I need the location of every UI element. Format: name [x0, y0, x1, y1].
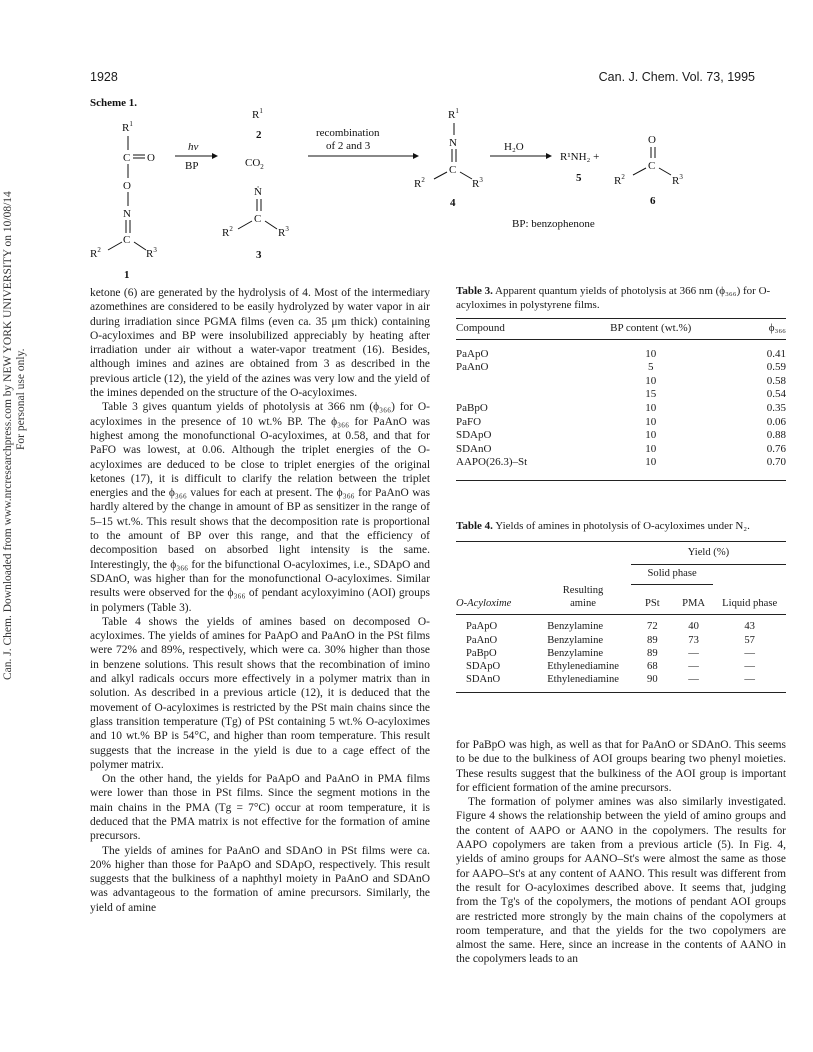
left-paragraph-5: The yields of amines for PaAnO and SDAnO in PSt films were ca. 20% higher than those for PaApO and SDApO, respectively. This result suggests that the bulkiness of a naphthyl moiety in PaAnO and SDAnO was advantageous to the formation of amine precursors. Similarly, the yield of amine: [90, 844, 430, 914]
table-row: [456, 660, 786, 673]
label-3: 3: [256, 249, 262, 261]
table-4-solid-phase: Solid phase: [631, 564, 713, 584]
download-notice-line2: For personal use only.: [15, 348, 27, 450]
table-row: [456, 361, 786, 375]
left-paragraph-2: Table 3 gives quantum yields of photolysis at 366 nm (ϕ₃₆₆) for O-acyloximes in the presence of 10 wt.% BP. The ϕ₃₆₆ for PaAnO was highest among the monofunctional O-acyloximes, at 0.58, and that for PaFO was lowest, at 0.06. Although the triplet energies of the O-acyloximes are deduced to be close to triplet energies of the original ketones (17), it is difficult to clarify the relation between the triplet energies and the ϕ₃₆₆ values for each at present. The ϕ₃₆₆ for PaAnO was hardly altered by the change in amount of BP as sensitizer in the range of 5–15 wt.%. This result shows that the decomposition rate is proportional to the amount of BP over this range, and that the efficiency of decomposition based on absorbed light intensity is the same. Interestingly, the ϕ₃₆₆ for the bifunctional O-acyloximes, i.e., SDApO and SDAnO, was higher than for the monofunctional O-acyloximes. Similar results were observed for the ϕ₃₆₆ of pendant acyloxyimino (AOI) groups in polymers (Table 3).: [90, 401, 430, 614]
svg-text:R3: $R^3$: [278, 225, 289, 239]
hv-label: hν: [188, 141, 199, 153]
left-paragraph-4: On the other hand, the yields for PaApO and PaAnO in PMA films were lower than those in PSt films. Since the segment motions in the main chains in the PMA (Tg = 7°C) occur at room temperature, it is deduced that the PMA matrix is not effective for the formation of amine precursors.: [90, 773, 430, 843]
svg-text:O: O: [147, 152, 155, 164]
right-paragraph-1: for PaBpO was high, as well as that for PaAnO or SDAnO. This seems to be due to the bulkiness of AOI groups bearing two phenyl moieties. These results suggest that the bulkiness of the AOI group is important for efficient formation of the amine precursors.: [456, 739, 786, 794]
table-cell: Benzylamine: [547, 634, 604, 646]
table-cell: —: [688, 674, 699, 686]
table-4: [456, 519, 786, 693]
svg-text:N: N: [123, 208, 131, 220]
svg-text:R1: $R^1$: [122, 120, 133, 134]
table-cell: [456, 388, 588, 402]
table-4-caption: [456, 519, 786, 533]
svg-text:R2: $R^2$: [614, 173, 625, 187]
table-4-resulting: Resulting: [562, 585, 604, 596]
table-4-col-pma: PMA: [682, 598, 706, 610]
table-3-caption: [456, 284, 786, 312]
table-cell: PaApO: [466, 621, 498, 633]
table-row: [456, 416, 786, 430]
table-4-yield-header: Yield (%): [631, 542, 786, 564]
table-cell: 43: [744, 621, 755, 633]
table-4-col-amine: amine: [570, 598, 596, 610]
table-cell: SDAnO: [456, 442, 492, 455]
table-row: [456, 429, 786, 443]
table-cell: 0.06: [766, 415, 786, 428]
svg-text:C: C: [123, 234, 131, 246]
table-cell: Benzylamine: [547, 647, 604, 659]
table-cell: 5: [647, 361, 654, 374]
recombination-label-2: of 2 and 3: [326, 140, 371, 152]
label-2: 2: [256, 129, 262, 141]
table-cell: 0.88: [766, 429, 786, 442]
table-3-header: [456, 322, 786, 336]
table-cell: Ethylenediamine: [547, 661, 619, 673]
table-row: [456, 402, 786, 416]
table-cell: PaAnO: [456, 361, 489, 374]
table-cell: PaBpO: [466, 647, 497, 659]
label-1: 1: [124, 269, 130, 281]
label-6: 6: [650, 195, 656, 207]
table-cell: PaApO: [456, 347, 489, 360]
table-4-col-liquid: Liquid phase: [722, 598, 778, 610]
table-cell: 0.58: [766, 374, 786, 387]
table-row: [456, 348, 786, 362]
right-paragraph-2: The formation of polymer amines was also similarly investigated. Figure 4 shows the relationship between the yield of amino groups and the content of AAPO or AANO in the copolymers. The results for AAPO copolymers are taken from a previous article (5). In Fig. 4, yields of amino groups for AANO–St's were almost the same as those for AAPO–St's at any content of AANO. This result was different from the result for O-acyloximes described above. It seems that, judging from the Tg's of the copolymers, the motions of pendant AOI groups are restricted more strongly by the main chains of the copolymers at room temperature, and that the yields for the two copolymers are almost the same. Here, since an increase in the contents of AANO in the copolymers leads to an: [456, 796, 786, 966]
svg-text:C: C: [123, 152, 131, 164]
table-cell: Ethylenediamine: [547, 674, 619, 686]
table-cell: 40: [688, 621, 699, 633]
svg-text:R3: $R^3$: [672, 173, 683, 187]
running-head: Can. J. Chem. Vol. 73, 1995: [598, 70, 755, 84]
label-5: 5: [576, 172, 582, 184]
compound-6: [614, 134, 683, 207]
table-cell: 10: [645, 401, 657, 414]
table-cell: 0.59: [766, 361, 786, 374]
table-3-col-compound: Compound: [456, 322, 505, 334]
compound-4: [414, 107, 483, 209]
compound-3: [222, 186, 289, 261]
table-cell: 10: [645, 374, 657, 387]
table-4-col-acyloxime: O-Acyloxime: [456, 598, 512, 610]
table-cell: AAPO(26.3)–St: [456, 456, 528, 469]
svg-text:R3: $R^3$: [146, 246, 157, 260]
table-3-col-phi: ϕ₃₆₆: [768, 322, 786, 334]
left-paragraph-3: Table 4 shows the yields of amines based on decomposed O-acyloximes. The yields of amines for PaApO and PaAnO in the PSt films were 72% and 89%, respectively, which were ca. 30% higher than those in benzene solutions. This result shows that the recombination of imino and alkyl radicals occurs more effectively in a polymer matrix than in solution. As described in a previous article (12), it is deduced that the movement of O-acyloximes is restricted by the PSt main chains since the glass transition temperature (Tg) of PSt containing 5 wt.% O-acyloximes and 10 wt.% BP is 54°C, and higher than room temperature. This result suggests that the increase in the yield is due to a cage effect of the polymer matrix.: [90, 615, 430, 771]
table-cell: 10: [645, 429, 657, 442]
scheme-title: Scheme 1.: [90, 97, 138, 109]
table-cell: 0.70: [766, 456, 786, 469]
table-cell: 15: [645, 388, 657, 401]
table-4-header: [456, 542, 786, 615]
table-cell: 90: [647, 674, 658, 686]
svg-text:R2: $R^2$: [90, 246, 101, 260]
table-cell: 10: [645, 456, 657, 469]
table-cell: 10: [645, 442, 657, 455]
compound-2: [245, 107, 264, 171]
table-cell: 89: [647, 634, 658, 646]
table-cell: 72: [647, 621, 658, 633]
table-cell: —: [744, 647, 755, 659]
table-3: [456, 284, 786, 481]
table-row: [456, 443, 786, 457]
recombination-label: recombination: [316, 127, 380, 139]
table-cell: SDApO: [456, 429, 492, 442]
svg-text:R3: $R^3$: [472, 176, 483, 190]
table-cell: 73: [688, 634, 699, 646]
table-row: [456, 634, 786, 647]
reaction-scheme: [90, 96, 730, 281]
right-column: [456, 738, 786, 967]
table-row: [456, 388, 786, 402]
table-cell: —: [688, 661, 699, 673]
table-4-label: Table 4.: [456, 520, 493, 532]
table-3-caption-text: Apparent quantum yields of photolysis at 366 nm (ϕ₃₆₆) for O-acyloximes in polystyrene films.: [456, 285, 771, 311]
table-3-label: Table 3.: [456, 285, 493, 297]
download-notice-line1: Can. J. Chem. Downloaded from www.nrcresearchpress.com by NEW YORK UNIVERSITY on 10/08/14: [2, 191, 14, 680]
table-3-body: [456, 348, 786, 470]
table-cell: 57: [744, 634, 755, 646]
table-cell: PaFO: [456, 415, 482, 428]
amine-product: R¹NH₂ +: [560, 151, 600, 163]
table-cell: —: [688, 647, 699, 659]
svg-text:C: C: [648, 160, 656, 172]
table-cell: Benzylamine: [547, 621, 604, 633]
h2o-label: H₂O: [504, 141, 524, 153]
page-number: 1928: [90, 70, 118, 84]
left-paragraph-1: ketone (6) are generated by the hydrolysis of 4. Most of the intermediary azomethines are considered to be easily hydrolyzed by water vapor in air during irradiation since PGMA films (even ca. 35 μm thick) containing O-acyloximes and BP were insolubilized appreciably by heating after irradiation under air without a water-vapor treatment (16). Besides, although imines and azines are obtained from 3 as described in the previous article (12), the yield of the azines was very low and the yield of the imines depended on the structure of the O-acyloximes.: [90, 287, 430, 400]
table-cell: 10: [645, 347, 657, 360]
table-cell: —: [744, 661, 755, 673]
download-notice: [2, 191, 28, 680]
table-row: [456, 647, 786, 660]
table-cell: 10: [645, 415, 657, 428]
svg-text:R1: $R^1$: [252, 107, 263, 121]
svg-text:C: C: [449, 164, 457, 176]
table-cell: PaBpO: [456, 401, 488, 414]
table-cell: 0.54: [766, 388, 786, 401]
table-cell: 0.41: [766, 347, 786, 360]
table-cell: 68: [647, 661, 658, 673]
table-4-body: [456, 620, 786, 686]
label-4: 4: [450, 197, 456, 209]
table-cell: PaAnO: [466, 634, 498, 646]
table-cell: 0.76: [766, 442, 786, 455]
svg-text:C: C: [254, 213, 262, 225]
table-row: [456, 456, 786, 470]
table-row: [456, 375, 786, 389]
table-cell: SDAnO: [466, 674, 501, 686]
table-cell: 89: [647, 647, 658, 659]
left-column: [90, 286, 430, 915]
svg-text:Ṅ: Ṅ: [254, 186, 262, 198]
table-cell: —: [744, 674, 755, 686]
svg-text:O: O: [648, 134, 656, 146]
bp-label: BP: [185, 160, 199, 172]
svg-text:R2: $R^2$: [222, 225, 233, 239]
svg-text:N: N: [449, 137, 457, 149]
svg-text:CO2: $CO_2$: [245, 157, 264, 171]
table-cell: 0.35: [766, 401, 786, 414]
svg-text:R2: $R^2$: [414, 176, 425, 190]
bp-note: BP: benzophenone: [512, 218, 595, 230]
table-row: [456, 673, 786, 686]
table-4-col-pst: PSt: [644, 598, 660, 610]
table-cell: [456, 375, 588, 389]
table-3-col-bp: BP content (wt.%): [610, 322, 692, 334]
svg-text:R1: $R^1$: [448, 107, 459, 121]
table-cell: SDApO: [466, 661, 501, 673]
table-4-caption-text: Yields of amines in photolysis of O-acyloximes under N₂.: [495, 520, 750, 532]
table-row: [456, 620, 786, 633]
svg-text:O: O: [123, 180, 131, 192]
compound-1: [90, 120, 157, 281]
